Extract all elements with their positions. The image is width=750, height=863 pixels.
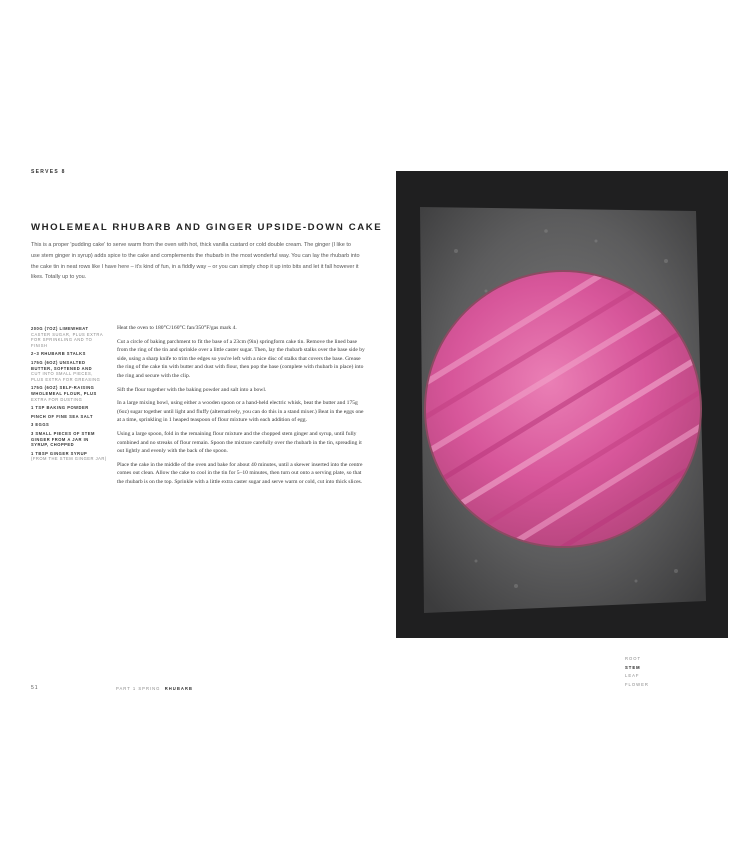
method-step: Using a large spoon, fold in the remaining flour mixture and the chopped stem ginger and syrup, until fully combined and no streaks of flour remain. Spoon the mixture carefully over the rhubarb in the tin, spreading it out lightly and evenly with the back of the spoon. bbox=[117, 430, 362, 455]
cake-photo bbox=[396, 171, 728, 638]
ingredient-item bbox=[31, 326, 107, 348]
method-step: Sift the flour together with the baking powder and salt into a bowl. bbox=[117, 386, 267, 393]
ingredients-list bbox=[31, 326, 107, 465]
method-step: Heat the oven to 180°C/160°C fan/350°F/gas mark 4. bbox=[117, 325, 237, 331]
section-index-root: ROOT bbox=[625, 656, 642, 661]
ingredient-name: 2–3 RHUBARB STALKS bbox=[31, 351, 86, 357]
ingredient-item bbox=[31, 422, 107, 428]
running-head-chapter: RHUBARB bbox=[164, 686, 193, 691]
ingredient-item bbox=[31, 451, 107, 462]
ingredient-item bbox=[31, 431, 107, 448]
method-step: In a large mixing bowl, using either a wooden spoon or a hand-held electric whisk, beat the butter and 175g (6oz) sugar together until light and fluffy (alternatively, you can do this in a stand mixer.) Beat in the eggs one at a time, sprinkling in 1 heaped teaspoon of flour mixture with each addition of egg. bbox=[117, 400, 364, 424]
page-number: 51 bbox=[31, 685, 39, 691]
ingredient-name: 175G (6OZ) SELF-RAISING WHOLEMEAL FLOUR, PLUS bbox=[31, 385, 97, 396]
section-index-leaf: LEAF bbox=[625, 673, 640, 678]
running-head-section: PART 1 SPRING bbox=[116, 686, 161, 691]
cake-photo-illustration bbox=[396, 171, 728, 638]
section-index bbox=[625, 655, 649, 689]
method-text bbox=[117, 324, 367, 492]
section-index-stem: STEM bbox=[625, 664, 641, 670]
recipe-intro: This is a proper 'pudding cake' to serve warm from the oven with hot, thick vanilla custard or cold double cream. The ginger (I like to use stem ginger in syrup) adds spice to the cake and complements the rhubarb in the most wonderful way. You can lay the rhubarb into the cake tin in neat rows like I have here – it's kind of fun, in a fiddly way – or you can simply chop it up into bits and let it fall however it likes. Totally up to you. bbox=[31, 242, 360, 281]
serves-label: SERVES 8 bbox=[31, 169, 66, 175]
ingredient-name: 1 TSP BAKING POWDER bbox=[31, 405, 89, 411]
section-index-flower: FLOWER bbox=[625, 681, 649, 687]
ingredient-name: 175G (6OZ) UNSALTED BUTTER, SOFTENED AND bbox=[31, 359, 93, 371]
method-step: Place the cake in the middle of the oven and bake for about 40 minutes, until a skewer inserted into the centre comes out clean. Allow the cake to cool in the tin for 5–10 minutes, then turn out onto a serving plate, so that the rhubarb is on the top. Sprinkle with a little extra caster sugar and serve warm or cold, cut into thick slices. bbox=[117, 461, 363, 485]
ingredient-item bbox=[31, 414, 107, 420]
ingredient-name: 200G (7OZ) LIMEWHEAT bbox=[31, 326, 89, 331]
ingredient-item bbox=[31, 385, 107, 402]
ingredient-name: PINCH OF FINE SEA SALT bbox=[31, 413, 93, 419]
ingredient-item bbox=[31, 351, 107, 357]
method-step: Cut a circle of baking parchment to fit the base of a 23cm (9in) springform cake tin. Remove the lined base from the ring of the tin and sprinkle over a little caster sugar. Then, lay the rhubarb stalks over the base side by side, using a sharp knife to trim the edges so you're left with a nice disc of stalks that covers the base. Grease the ring of the cake tin with butter and dust with flour, then pop the base (complete with rhubarb in place) into the ring and secure with the clip. bbox=[117, 338, 365, 379]
ingredient-note: EXTRA FOR DUSTING bbox=[31, 396, 83, 402]
ingredient-note: CASTER SUGAR, PLUS EXTRA FOR SPRINKLING AND TO FINISH bbox=[31, 331, 103, 348]
ingredient-item bbox=[31, 360, 107, 382]
ingredient-note: (FROM THE STEM GINGER JAR) bbox=[31, 456, 107, 462]
ingredient-name: 3 SMALL PIECES OF STEM GINGER FROM A JAR IN SYRUP, CHOPPED bbox=[31, 430, 95, 448]
ingredient-name: 1 TBSP GINGER SYRUP bbox=[31, 450, 88, 456]
recipe-title: WHOLEMEAL RHUBARB AND GINGER UPSIDE-DOWN CAKE bbox=[31, 222, 383, 233]
ingredient-note: CUT INTO SMALL PIECES, PLUS EXTRA FOR GREASING bbox=[31, 371, 101, 382]
ingredient-item bbox=[31, 405, 107, 411]
ingredient-name: 3 EGGS bbox=[31, 422, 50, 428]
running-head bbox=[116, 686, 193, 691]
